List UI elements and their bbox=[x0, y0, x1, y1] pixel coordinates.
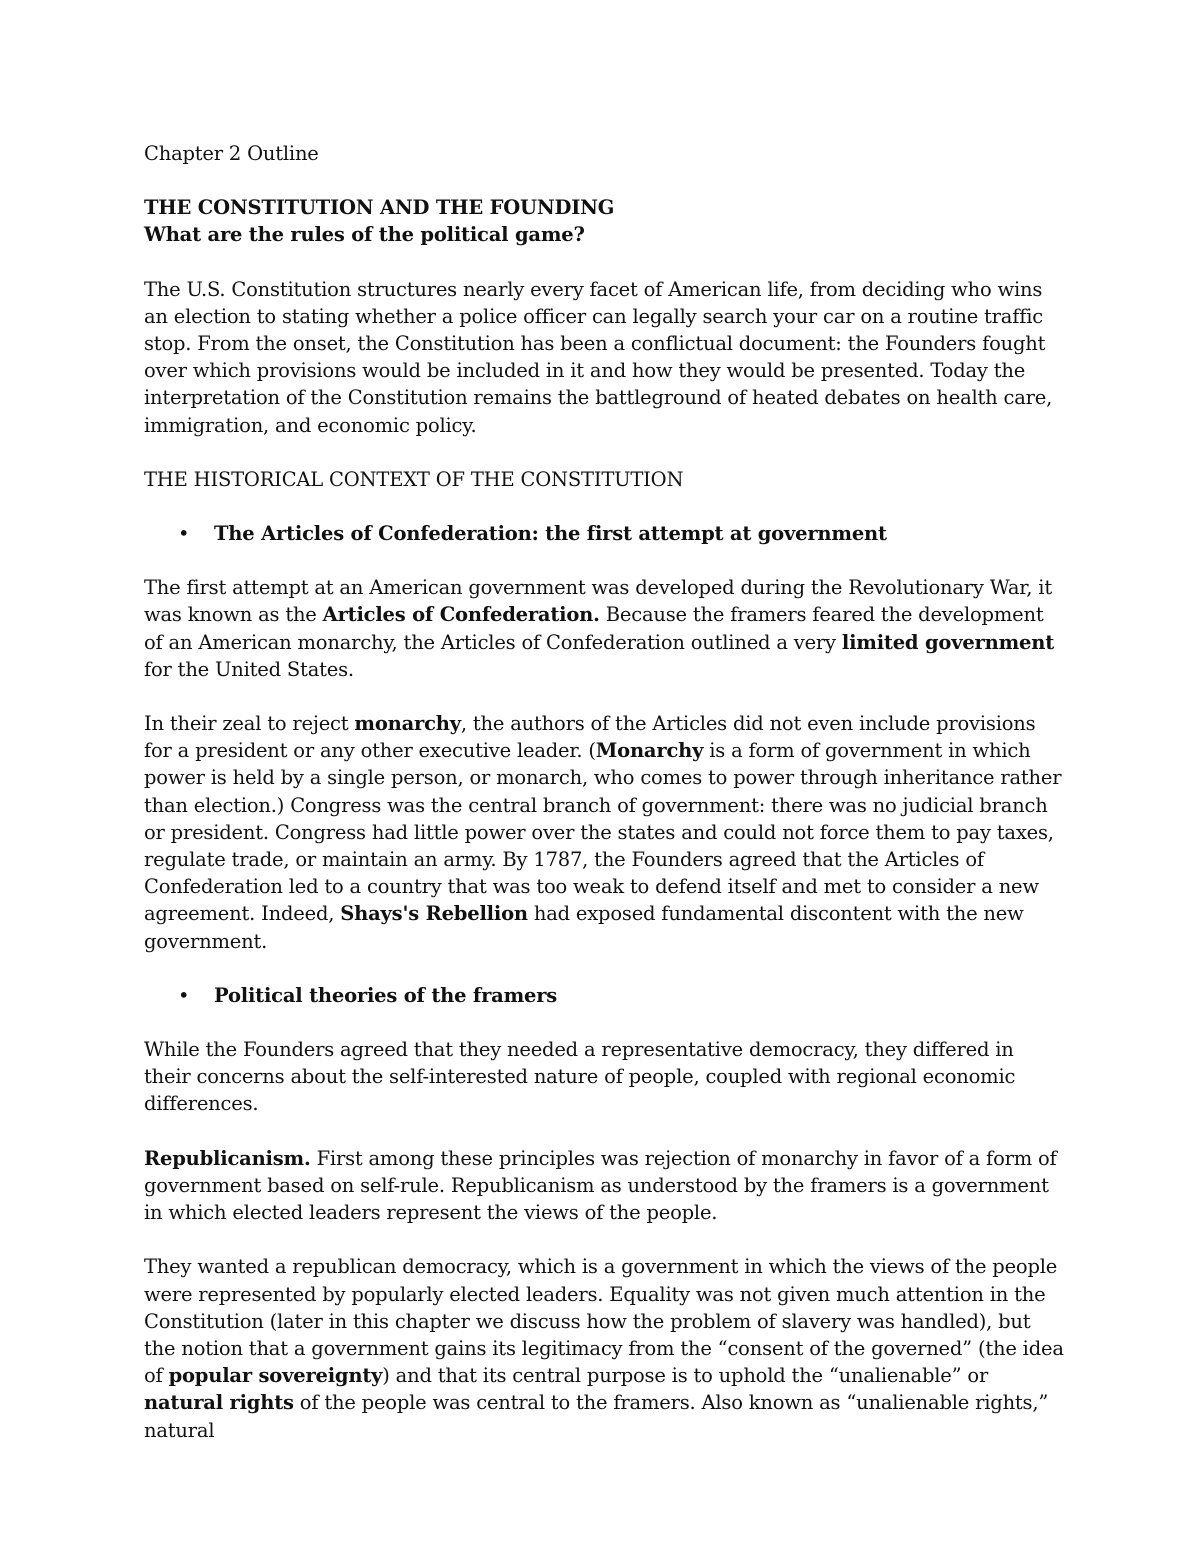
text-run: , the authors of the Articles did not even include provisions for a president or any other executive leader. ( bbox=[144, 712, 1036, 763]
document-page bbox=[144, 140, 1064, 1444]
text-run: for the United States. bbox=[144, 657, 354, 681]
document-title: THE CONSTITUTION AND THE FOUNDING bbox=[144, 196, 615, 220]
text-run: had exposed fundamental discontent with the new government. bbox=[144, 902, 1024, 953]
text-run: Because the framers feared the development of an American monarchy, the Articles of Confederation outlined a very bbox=[144, 603, 1044, 654]
articles-paragraph bbox=[144, 574, 1064, 683]
term-monarchy: monarchy bbox=[354, 712, 461, 736]
term-republicanism: Republicanism. bbox=[144, 1146, 311, 1170]
term-limited-government: limited government bbox=[841, 630, 1055, 654]
text-run: of the people was central to the framers. Also known as “unalienable rights,” natural bbox=[144, 1391, 1049, 1442]
text-run: ) and that its central purpose is to uphold the “unalienable” or bbox=[382, 1364, 989, 1388]
term-natural-rights: natural rights bbox=[144, 1391, 294, 1415]
monarchy-paragraph bbox=[144, 710, 1064, 955]
bullet-item-articles bbox=[144, 520, 1064, 547]
document-subtitle: What are the rules of the political game? bbox=[144, 223, 585, 247]
bullet-item-political-theories bbox=[144, 982, 1064, 1009]
text-run: The first attempt at an American government was developed during the Revolutionary War, it was known as the bbox=[144, 576, 1052, 627]
chapter-label: Chapter 2 Outline bbox=[144, 142, 319, 165]
founders-paragraph: While the Founders agreed that they needed a representative democracy, they differed in their concerns about the self-interested nature of people, coupled with regional economic differences. bbox=[144, 1038, 1016, 1116]
section-heading: THE HISTORICAL CONTEXT OF THE CONSTITUTION bbox=[144, 467, 684, 491]
text-run: They wanted a republican democracy, which is a government in which the views of the people were represented by popularly elected leaders. Equality was not given much attention in the Constitution (later in this chapter we discuss how the problem of slavery was handled), but the notion that a government gains its legitimacy from the “consent of the governed” (the idea of bbox=[144, 1255, 1064, 1388]
term-shays-rebellion: Shays's Rebellion bbox=[340, 902, 528, 926]
intro-paragraph: The U.S. Constitution structures nearly every facet of American life, from deciding who wins an election to stating whether a police officer can legally search your car on a routine traffic stop. From the onset, the Constitution has been a conflictual document: the Founders fought over which provisions would be included in it and how they would be presented. Today the interpretation of the Constitution remains the battleground of heated debates on health care, immigration, and economic policy. bbox=[144, 277, 1053, 437]
term-popular-sovereignty: popular sovereignty bbox=[168, 1364, 383, 1388]
text-run: is a form of government in which power is held by a single person, or monarch, who comes to power through inheritance rather than election.) Congress was the central branch of government: there was no judicial branch or president. Congress had little power over the states and could not force them to pay taxes, regulate trade, or maintain an army. By 1787, the Founders agreed that the Articles of Confederation led to a country that was too weak to defend itself and met to consider a new agreement. Indeed, bbox=[144, 739, 1062, 926]
text-run: First among these principles was rejection of monarchy in favor of a form of government based on self-rule. Republicanism as understood by the framers is a government in which elected leaders represent the views of the people. bbox=[144, 1146, 1057, 1225]
republicanism-paragraph bbox=[144, 1145, 1064, 1227]
bullet-icon: • bbox=[178, 983, 190, 1007]
term-articles-of-confederation: Articles of Confederation. bbox=[322, 603, 600, 627]
bullet-text: Political theories of the framers bbox=[214, 983, 558, 1007]
text-run: In their zeal to reject bbox=[144, 712, 355, 736]
republican-democracy-paragraph bbox=[144, 1253, 1064, 1443]
bullet-text: The Articles of Confederation: the first attempt at government bbox=[214, 522, 887, 546]
term-monarchy-definition: Monarchy bbox=[595, 739, 704, 763]
bullet-icon: • bbox=[178, 522, 190, 546]
